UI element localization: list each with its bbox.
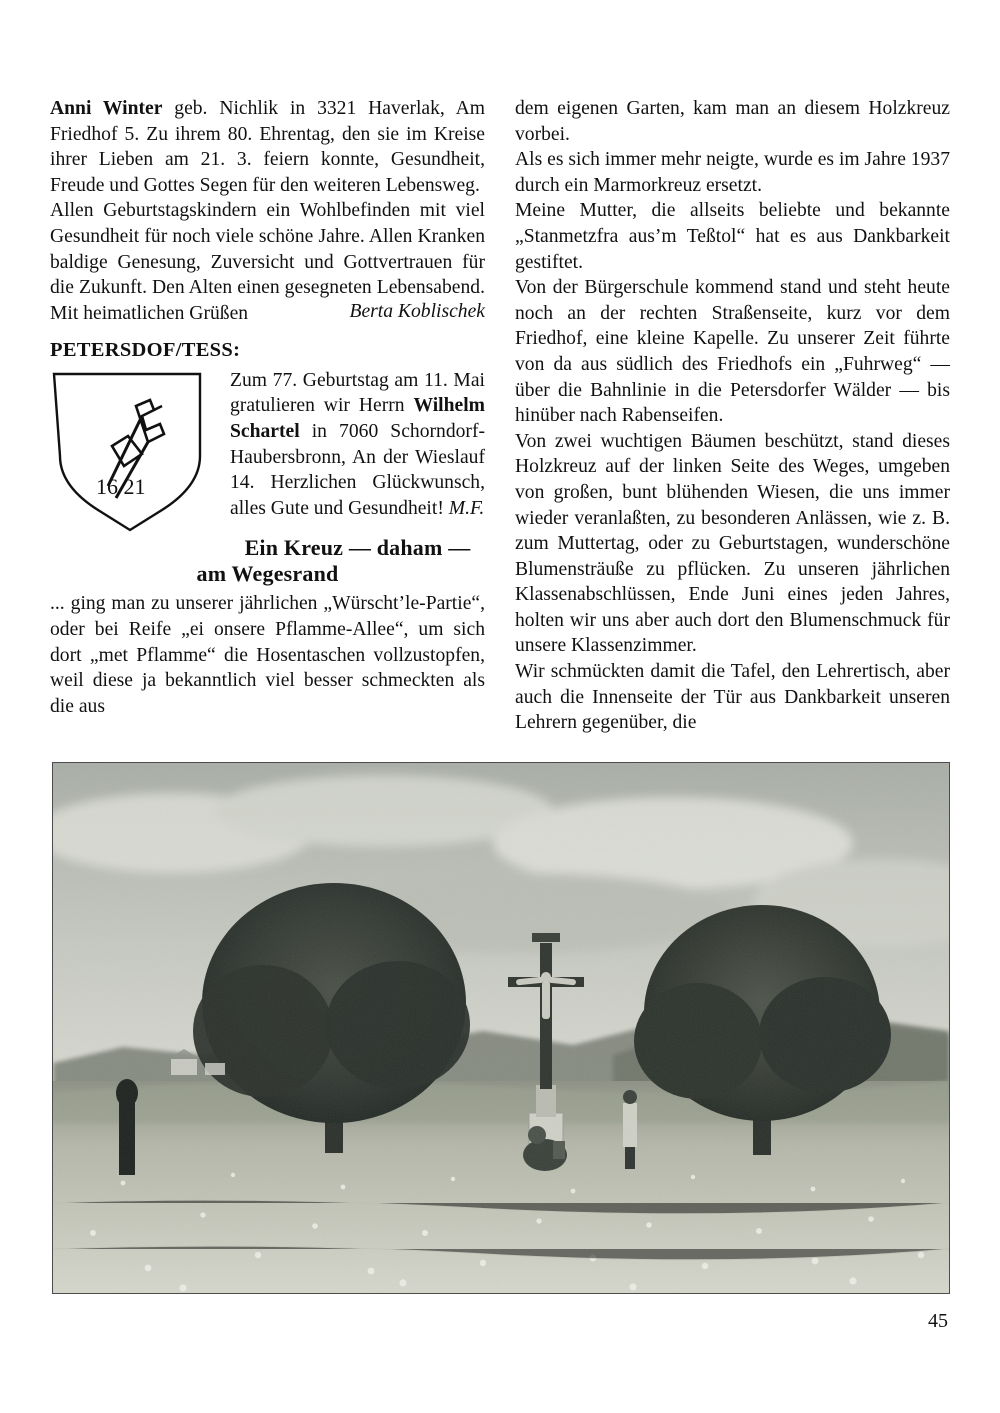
crest-emblem xyxy=(50,370,222,538)
person-name-anni-winter: Anni Winter xyxy=(50,98,163,119)
photograph-content xyxy=(53,763,949,1293)
right-column xyxy=(515,96,950,736)
paragraph-anni-winter xyxy=(50,96,485,198)
text-columns xyxy=(50,96,950,736)
paragraph-buergerschule: Von der Bürgerschule kommend stand und steht heute noch an der rechten Straßenseite, kurz vor dem Friedhof, eine kleine Kapelle. Zu unserer Zeit führte von da aus südlich des Friedhofs ein „Fuhrweg“ — über die Bahnlinie in die Petersdorfer Wälder — bis hinüber nach Rabenseifen. xyxy=(515,277,950,427)
paragraph-birthday-wishes: Allen Geburtstagskindern ein Wohlbefinden mit viel Gesundheit für noch viele schöne Jahre. Allen Kranken baldige Genesung, Zuversicht und Gottvertrauen für die Zukunft. Den Alten einen gesegneten Lebensabend. Mit heimatlichen Grüßen xyxy=(50,200,485,324)
photograph-feldkreuz xyxy=(52,762,950,1294)
paragraph-wuerschtle-partie: ... ging man zu unserer jährlichen „Würscht’le-Partie“, oder bei Reife „ei onsere Pflamme-Allee“, um sich dort „met Pflamme“ die Hosentaschen vollzustopfen, weil diese ja bekanntlich viel besser schmeckten als die aus xyxy=(50,593,485,717)
paragraph-garten: dem eigenen Garten, kam man an diesem Holzkreuz vorbei. xyxy=(515,98,950,145)
paragraph-lehrer: Wir schmückten damit die Tafel, den Lehrertisch, aber auch die Innenseite der Tür aus Dankbarkeit unseren Lehrern gegenüber, die xyxy=(515,661,950,734)
paragraph-holzkreuz-baeume: Von zwei wuchtigen Bäumen beschützt, stand dieses Holzkreuz auf der linken Seite des Weges, umgeben von großen, bunt blühenden Wiesen, die uns immer wieder veranlaßten, zu besonderen Anlässen, wie z. B. zum Muttertag, oder zu Geburtstagen, wunderschöne Blumensträuße zu pflücken. Zu unseren jährlichen Klassenabschlüssen, Ende Juni eines jeden Jahres, holten wir uns aber auch dort den Blumenschmuck für unsere Klassenzimmer. xyxy=(515,430,950,657)
page-number: 45 xyxy=(928,1310,948,1332)
section-heading-petersdorf: PETERSDOF/TESS: xyxy=(50,338,241,361)
crest-year-label: 16 21 xyxy=(96,473,146,499)
article-title-ein-kreuz: Ein Kreuz — daham — am Wegesrand xyxy=(196,535,471,587)
crest-shield-icon xyxy=(50,370,222,538)
signature-berta-koblischek: Berta Koblischek xyxy=(349,300,485,322)
paragraph-mutter: Meine Mutter, die allseits beliebte und bekannte „Stanmetzfra aus’m Teßtol“ hat es aus Dankbarkeit gestiftet. xyxy=(515,200,950,273)
left-column xyxy=(50,96,485,736)
paragraph-wilhelm-schartel: Zum 77. Geburtstag am 11. Mai gratulieren wir Herrn Wilhelm Schartel in 7060 Schorndorf-Haubersbronn, An der Wieslauf 14. Herzlichen Glückwunsch, alles Gute und Gesundheit! M.F. xyxy=(230,369,485,519)
paragraph-marmorkreuz: Als es sich immer mehr neigte, wurde es im Jahre 1937 durch ein Marmorkreuz ersetzt. xyxy=(515,149,950,196)
person-name-wilhelm-schartel: Wilhelm Schartel xyxy=(230,395,485,442)
paragraph-anni-winter-text: geb. Nichlik in 3321 Haverlak, Am Friedhof 5. Zu ihrem 80. Ehrentag, den sie im Kreise ihrer Lieben am 21. 3. feiern konnte, Gesundheit, Freude und Gottes Segen für den weiteren Lebensweg. xyxy=(50,98,485,196)
author-initials: M.F. xyxy=(448,497,485,519)
